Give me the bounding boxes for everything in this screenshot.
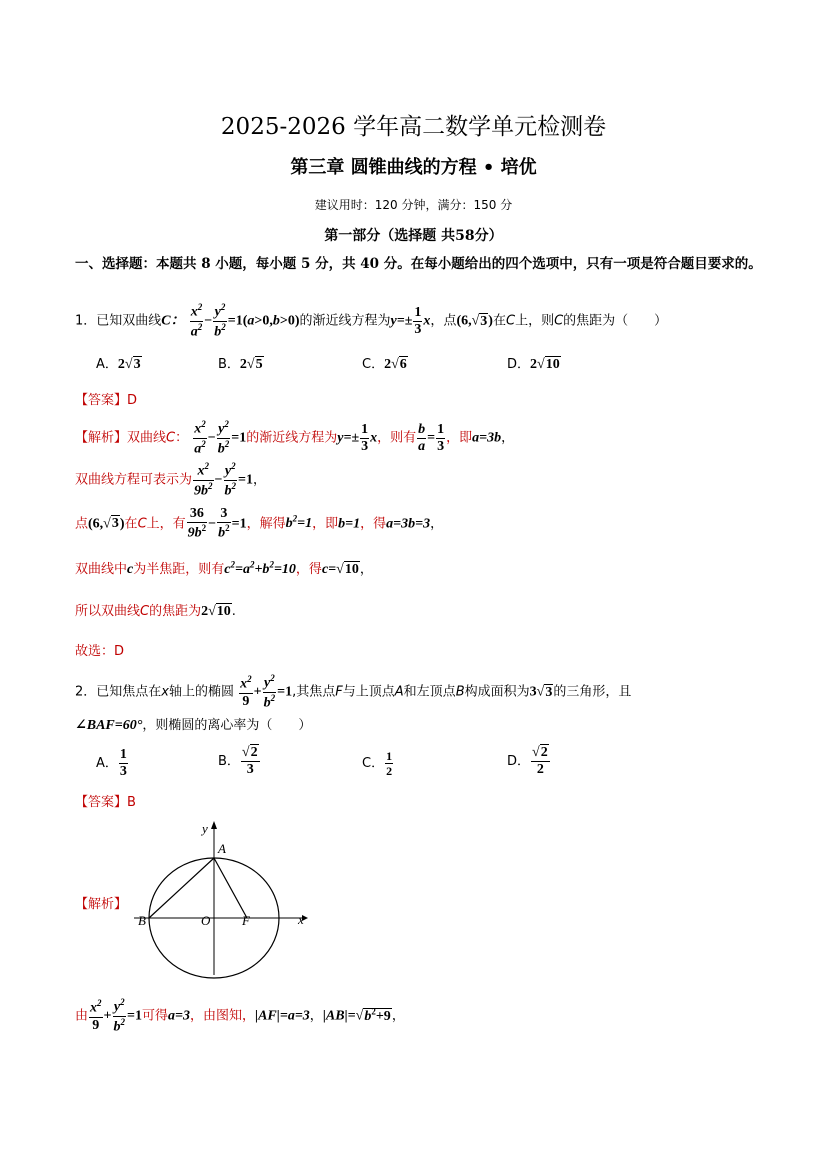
point-o-label: O [201,913,211,928]
option-d: D． $\frac{√2}{2}$ [507,745,548,777]
ellipse-figure [130,815,310,980]
question-2: 2．已知焦点在x轴上的椭圆 $\frac{x^2}{9}$ + $\frac{y^2}{b^2}$ =1,其焦点F与上顶点A和左顶点B构成面积为3√3的三角形，且 [75,673,632,711]
y-axis-arrow-icon [211,821,217,829]
q2-analysis-line: 由 $\frac{x^2}{9}$ + $\frac{y^2}{b^2}$ =1可得a=3，由图知，|AF|=a=3，$|AB|=√b^2+9$， [75,997,405,1035]
q1-analysis-line-3: 点(6,√3)在C上，有 $\frac{36}{9b^2}$ − $\frac{3}{b^2}$ =1，解得$b^2=1$，即b=1，得a=3b=3， [75,506,444,541]
document-title: 2025-2026 学年高二数学单元检测卷 [220,114,607,140]
y-label: y [202,821,208,836]
option-d: D．2√10 [507,357,560,372]
option-a: A． $\frac{1}{3}$ [96,747,127,779]
q2-analysis-label: 【解析】 [75,897,128,912]
part-heading: 第一部分（选择题 共58分） [324,228,503,244]
q2-answer: 【答案】B [75,795,136,810]
point-b-label: B [138,913,146,928]
question-number: 1． [75,313,97,329]
time-score-info: 建议用时：120 分钟，满分：150 分 [314,198,513,212]
x-label: x [298,912,304,927]
option-c: C．2√6 [362,357,407,372]
question-2-line-2: ∠BAF=60°，则椭圆的离心率为（ ） [75,718,312,733]
question-number: 2． [75,684,97,700]
segment-ab [149,858,214,918]
option-b: B． $\frac{√2}{3}$ [218,745,258,777]
chapter-subtitle: 第三章 圆锥曲线的方程 • 培优 [290,157,537,178]
point-a-label: A [218,841,226,856]
option-a: A．2√3 [96,357,141,372]
q1-answer: 【答案】D [75,393,138,408]
option-c: C． $\frac{1}{2}$ [362,749,393,778]
q1-analysis-line-5: 所以双曲线C的焦距为2√10. [75,604,236,619]
section-instructions: 一、选择题：本题共 8 小题，每小题 5 分，共 40 分。在每小题给出的四个选项中，只有一项是符合题目要求的。 [75,256,762,272]
option-b: B．2√5 [218,357,263,372]
segment-af [214,858,247,918]
q1-analysis-line-4: 双曲线中c为半焦距，则有$c^2=a^2+b^2=10$，得c=√10， [75,559,373,577]
q1-analysis-line-1: 【解析】双曲线C： $\frac{x^2}{a^2}$ − $\frac{y^2}{b^2}$ =1的渐近线方程为y=± $\frac{1}{3}$ x，则有 $\frac{b}{a}$ = $\frac{1}{3}$ ，即a=3b， [75,419,515,457]
q1-analysis-line-2: 双曲线方程可表示为 $\frac{x^2}{9b^2}$ − $\frac{y^2}{b^2}$ =1， [75,461,266,499]
q1-conclusion: 故选：D [75,644,125,659]
question-1: 1．已知双曲线C： $\frac{x^2}{a^2}$ − $\frac{y^2}{b^2}$ =1(a>0,b>0)的渐近线方程为y=± $\frac{1}{3}$ x，点(6,√3)在C上，则C的焦距为（ ） [75,302,668,340]
point-f-label: F [242,913,250,928]
